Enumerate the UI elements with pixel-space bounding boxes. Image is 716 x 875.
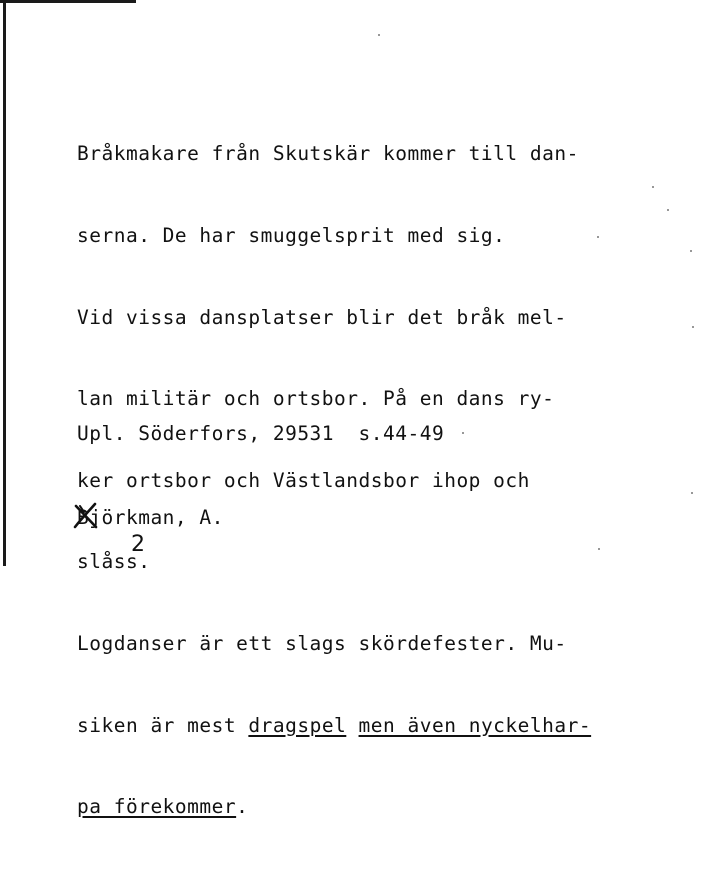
underlined-dragspel: dragspel [248,713,347,737]
body-line-9-tail: . [236,795,249,819]
reference-author: Björkman, A. [77,506,224,529]
body-line-7: Logdanser är ett slags skördefester. Mu- [77,631,567,655]
paper-speck [692,326,694,328]
paper-speck [378,34,380,36]
body-line-8-start: siken är mest [77,713,249,737]
card-top-edge [0,0,136,3]
body-line-3: Vid vissa dansplatser blir det bråk mel- [77,305,567,329]
hand-drawn-x-mark-icon [70,500,102,532]
body-line-2: serna. De har smuggelsprit med sig. [77,224,506,247]
body-line-6: slåss. [77,550,151,574]
paper-speck [690,250,692,252]
page-number: 2 [131,532,145,557]
paper-speck [691,492,693,494]
paper-speck [652,186,654,188]
paper-speck [597,236,599,238]
card-left-edge [3,0,6,566]
paper-speck [462,432,464,434]
underlined-nyckelharpa-start: men även nyckelhar- [358,713,592,737]
body-line-5: ker ortsbor och Västlandsbor ihop och [77,468,530,492]
underlined-forekommer: pa förekommer [77,795,237,819]
body-line-8 [77,712,677,739]
paper-speck [598,548,600,550]
paper-speck [667,209,669,211]
body-line-8-space [346,714,358,737]
reference-place: Upl. Söderfors, 29531 s.44-49 [77,422,445,445]
body-line-9 [77,793,677,820]
body-line-1: Bråkmakare från Skutskär kommer till dan- [77,142,579,166]
body-line-4: lan militär och ortsbor. På en dans ry- [77,387,555,411]
